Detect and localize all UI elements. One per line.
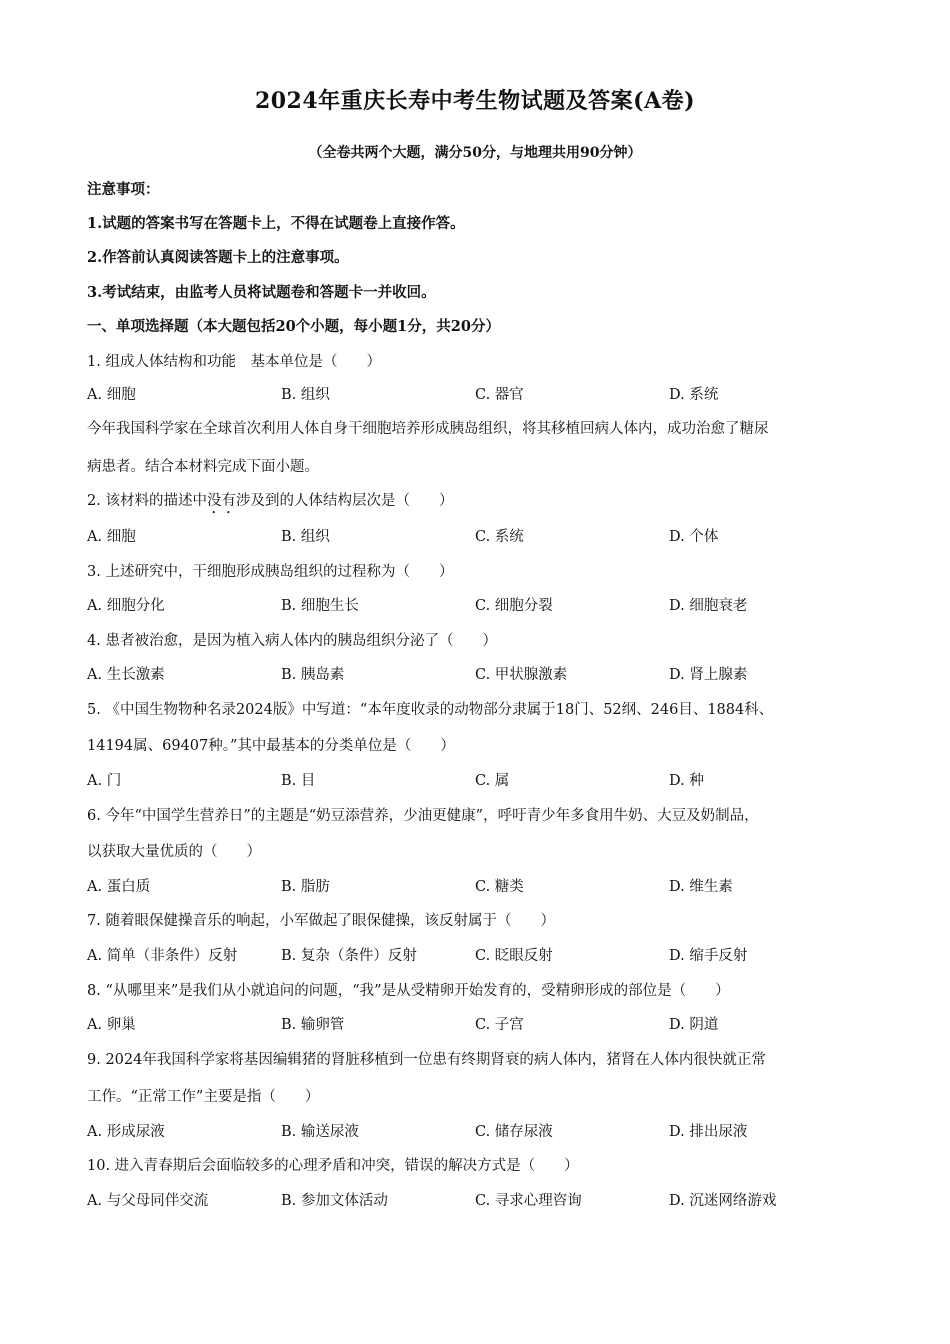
option-d: D. 维生素 (669, 879, 733, 895)
option-d: D. 种 (669, 773, 704, 789)
option-b: B. 目 (281, 773, 316, 789)
page-title: 2024年重庆长寿中考生物试题及答案(A卷) (254, 88, 696, 114)
note-item: 2.作答前认真阅读答题卡上的注意事项。 (87, 249, 349, 266)
question-stem: 7. 随着眼保健操音乐的响起，小军做起了眼保健操，该反射属于（ ） (87, 913, 555, 929)
question-stem: 1. 组成人体结构和功能 基本单位是（ ） (87, 354, 381, 370)
option-c: C. 子宫 (475, 1017, 524, 1033)
material-text: 病患者。结合本材料完成下面小题。 (87, 459, 319, 475)
option-b: B. 细胞生长 (281, 598, 359, 614)
option-c: C. 系统 (475, 529, 524, 545)
page-subtitle: （全卷共两个大题，满分50分，与地理共用90分钟） (308, 145, 642, 161)
question-stem: 10. 进入青春期后会面临较多的心理矛盾和冲突，错误的解决方式是（ ） (87, 1158, 579, 1174)
material-text: 今年我国科学家在全球首次利用人体自身干细胞培养形成胰岛组织，将其移植回病人体内，成功治愈了糖尿 (87, 421, 769, 437)
notes-heading: 注意事项： (87, 181, 160, 198)
option-d: D. 缩手反射 (669, 948, 748, 964)
option-a: A. 与父母同伴交流 (87, 1193, 209, 1209)
option-a: A. 形成尿液 (87, 1124, 165, 1140)
question-stem: 4. 患者被治愈，是因为植入病人体内的胰岛组织分泌了（ ） (87, 633, 497, 649)
question-stem: 6. 今年“中国学生营养日”的主题是“奶豆添营养，少油更健康”，呼吁青少年多食用牛奶、大豆及奶制品， (87, 808, 759, 824)
option-a: A. 细胞 (87, 387, 136, 403)
option-b: B. 参加文体活动 (281, 1193, 388, 1209)
option-c: C. 属 (475, 773, 510, 789)
emphasis-text: 没有 (206, 493, 236, 509)
option-d: D. 个体 (669, 529, 719, 545)
question-stem: 5. 《中国生物物种名录2024版》中写道：“本年度收录的动物部分隶属于18门、52纲、246目、1884科、 (87, 702, 774, 718)
option-b: B. 组织 (281, 387, 330, 403)
option-c: C. 眨眼反射 (475, 948, 553, 964)
options-row (87, 769, 887, 791)
option-a: A. 细胞分化 (87, 598, 165, 614)
options-row (87, 525, 887, 547)
note-item: 1.试题的答案书写在答题卡上，不得在试题卷上直接作答。 (87, 215, 465, 232)
option-d: D. 沉迷网络游戏 (669, 1193, 777, 1209)
options-row (87, 594, 887, 616)
question-stem: 3. 上述研究中，干细胞形成胰岛组织的过程称为（ ） (87, 564, 454, 580)
option-a: A. 简单（非条件）反射 (87, 948, 238, 964)
option-d: D. 系统 (669, 387, 719, 403)
option-c: C. 细胞分裂 (475, 598, 553, 614)
question-stem (87, 489, 453, 517)
option-c: C. 器官 (475, 387, 524, 403)
options-row (87, 663, 887, 685)
option-d: D. 阴道 (669, 1017, 719, 1033)
option-a: A. 蛋白质 (87, 879, 151, 895)
question-stem: 工作。“正常工作”主要是指（ ） (87, 1089, 320, 1105)
option-b: B. 输送尿液 (281, 1124, 359, 1140)
stem-part: 涉及到的人体结构层次是（ ） (235, 493, 454, 509)
option-c: C. 甲状腺激素 (475, 667, 568, 683)
option-a: A. 生长激素 (87, 667, 165, 683)
option-d: D. 肾上腺素 (669, 667, 748, 683)
option-b: B. 输卵管 (281, 1017, 345, 1033)
option-c: C. 储存尿液 (475, 1124, 553, 1140)
question-stem: 以获取大量优质的（ ） (87, 844, 261, 860)
option-a: A. 门 (87, 773, 122, 789)
question-stem: 14194属、69407种。”其中最基本的分类单位是（ ） (87, 738, 455, 754)
option-c: C. 寻求心理咨询 (475, 1193, 582, 1209)
section-heading: 一、单项选择题（本大题包括20个小题，每小题1分，共20分） (87, 318, 500, 335)
question-stem: 8. “从哪里来”是我们从小就追问的问题，“我”是从受精卵开始发育的，受精卵形成的部位是（ ） (87, 983, 730, 999)
question-stem: 9. 2024年我国科学家将基因编辑猪的肾脏移植到一位患有终期肾衰的病人体内，猪肾在人体内很快就正常 (87, 1052, 766, 1068)
options-row (87, 1120, 887, 1142)
options-row (87, 944, 887, 966)
stem-part: 2. 该材料的描述中 (87, 493, 207, 509)
option-b: B. 组织 (281, 529, 330, 545)
note-item: 3.考试结束，由监考人员将试题卷和答题卡一并收回。 (87, 284, 436, 301)
option-b: B. 复杂（条件）反射 (281, 948, 417, 964)
option-b: B. 脂肪 (281, 879, 330, 895)
option-d: D. 细胞衰老 (669, 598, 748, 614)
options-row (87, 383, 887, 405)
option-b: B. 胰岛素 (281, 667, 345, 683)
option-d: D. 排出尿液 (669, 1124, 748, 1140)
option-a: A. 细胞 (87, 529, 136, 545)
options-row (87, 875, 887, 897)
options-row (87, 1013, 887, 1035)
option-c: C. 糖类 (475, 879, 524, 895)
options-row (87, 1189, 887, 1211)
option-a: A. 卵巢 (87, 1017, 136, 1033)
